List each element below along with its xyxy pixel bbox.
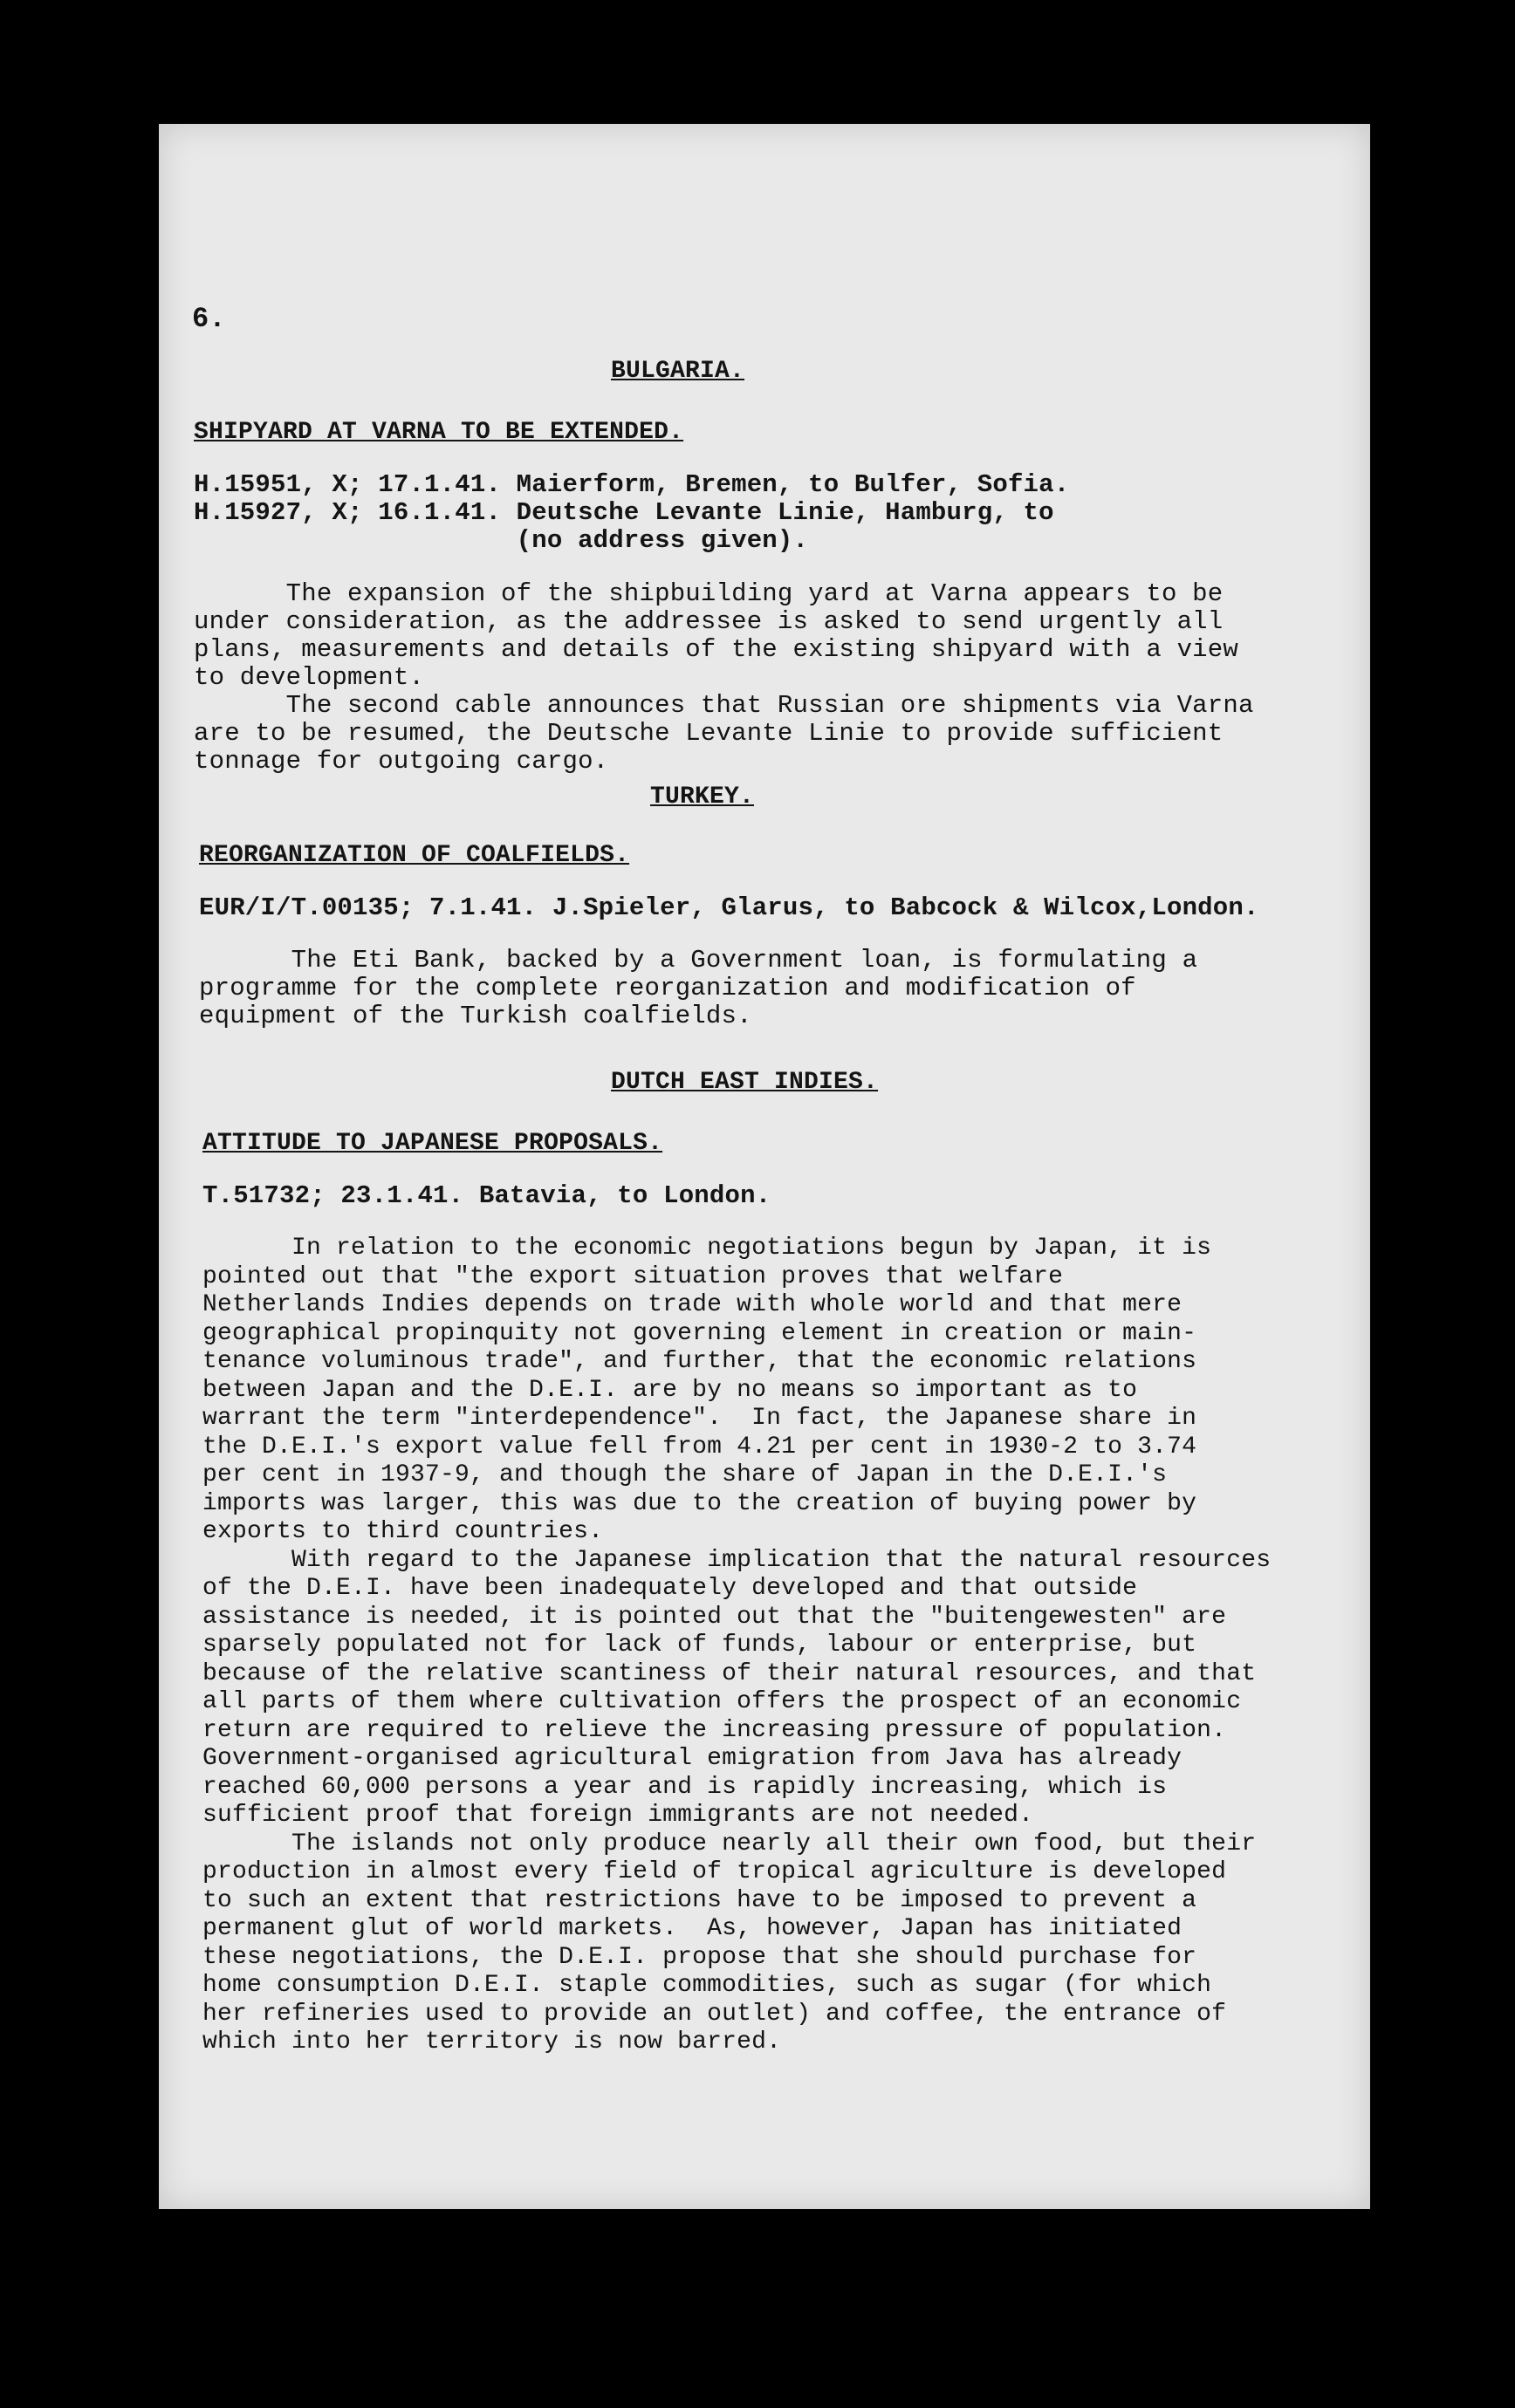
body-paragraph-shipyard: The expansion of the shipbuilding yard at Varna appears to be under consideration, as the addressee is asked to send urgently all plans, measurements and details of the existing shipyard with a view to development. The second cable announces that Russian ore shipments via Varna are to be resumed, the Deutsche Levante Linie to provide sufficient tonnage for outgoing cargo. (194, 579, 1254, 776)
reference-line: T.51732; 23.1.41. Batavia, to London. (202, 1181, 771, 1210)
reference-line: EUR/I/T.00135; 7.1.41. J.Spieler, Glarus, to Babcock & Wilcox,London. (199, 893, 1259, 922)
reference-line: (no address given). (194, 526, 809, 555)
body-paragraph-japanese-proposals: In relation to the economic negotiations begun by Japan, it is pointed out that "the export situation proves that welfare Netherlands Indies depends on trade with whole world and that mere geographical propinquity not governing element in creation or main- tenance voluminous trade", and further, that the economic relations between Japan and the D.E.I. are by no means so important as to warrant the term "interdependence". In fact, the Japanese share in the D.E.I.'s export value fell from 4.21 per cent in 1930-2 to 3.74 per cent in 1937-9, and though the share of Japan in the D.E.I.'s imports was larger, this was due to the creation of buying power by exports to third countries. With regard to the Japanese implication that the natural resources of the D.E.I. have been inadequately developed and that outside assistance is needed, it is pointed out that the "buitengewesten" are sparsely populated not for lack of funds, labour or enterprise, but because of the relative scantiness of their natural resources, and that all parts of them where cultivation offers the prospect of an economic return are required to relieve the increasing pressure of population. Government-organised agricultural emigration from Java has already reached 60,000 persons a year and is rapidly increasing, which is sufficient proof that foreign immigrants are not needed. The islands not only produce nearly all their own food, but their production in almost every field of tropical agriculture is developed to such an extent that restrictions have to be imposed to prevent a permanent glut of world markets. As, however, Japan has initiated these negotiations, the D.E.I. propose that she should purchase for home consumption D.E.I. staple commodities, such as sugar (for which her refineries used to provide an outlet) and coffee, the entrance of which into her territory is now barred. (202, 1235, 1272, 2056)
page-number: 6. (192, 303, 226, 335)
region-heading-turkey: TURKEY. (650, 783, 755, 811)
reference-line: H.15927, X; 16.1.41. Deutsche Levante Linie, Hamburg, to (194, 498, 1054, 527)
section-heading-shipyard: SHIPYARD AT VARNA TO BE EXTENDED. (194, 419, 684, 446)
region-heading-dutch-east-indies: DUTCH EAST INDIES. (611, 1069, 879, 1096)
section-heading-coalfields: REORGANIZATION OF COALFIELDS. (199, 842, 630, 869)
punch-hole-mark (1433, 386, 1468, 424)
reference-line: H.15951, X; 17.1.41. Maierform, Bremen, to Bulfer, Sofia. (194, 470, 1070, 499)
section-heading-japanese-proposals: ATTITUDE TO JAPANESE PROPOSALS. (202, 1130, 663, 1157)
body-paragraph-coalfields: The Eti Bank, backed by a Government loan, is formulating a programme for the complete reorganization and modification of equipment of the Turkish coalfields. (199, 946, 1198, 1030)
region-heading-bulgaria: BULGARIA. (611, 358, 745, 385)
